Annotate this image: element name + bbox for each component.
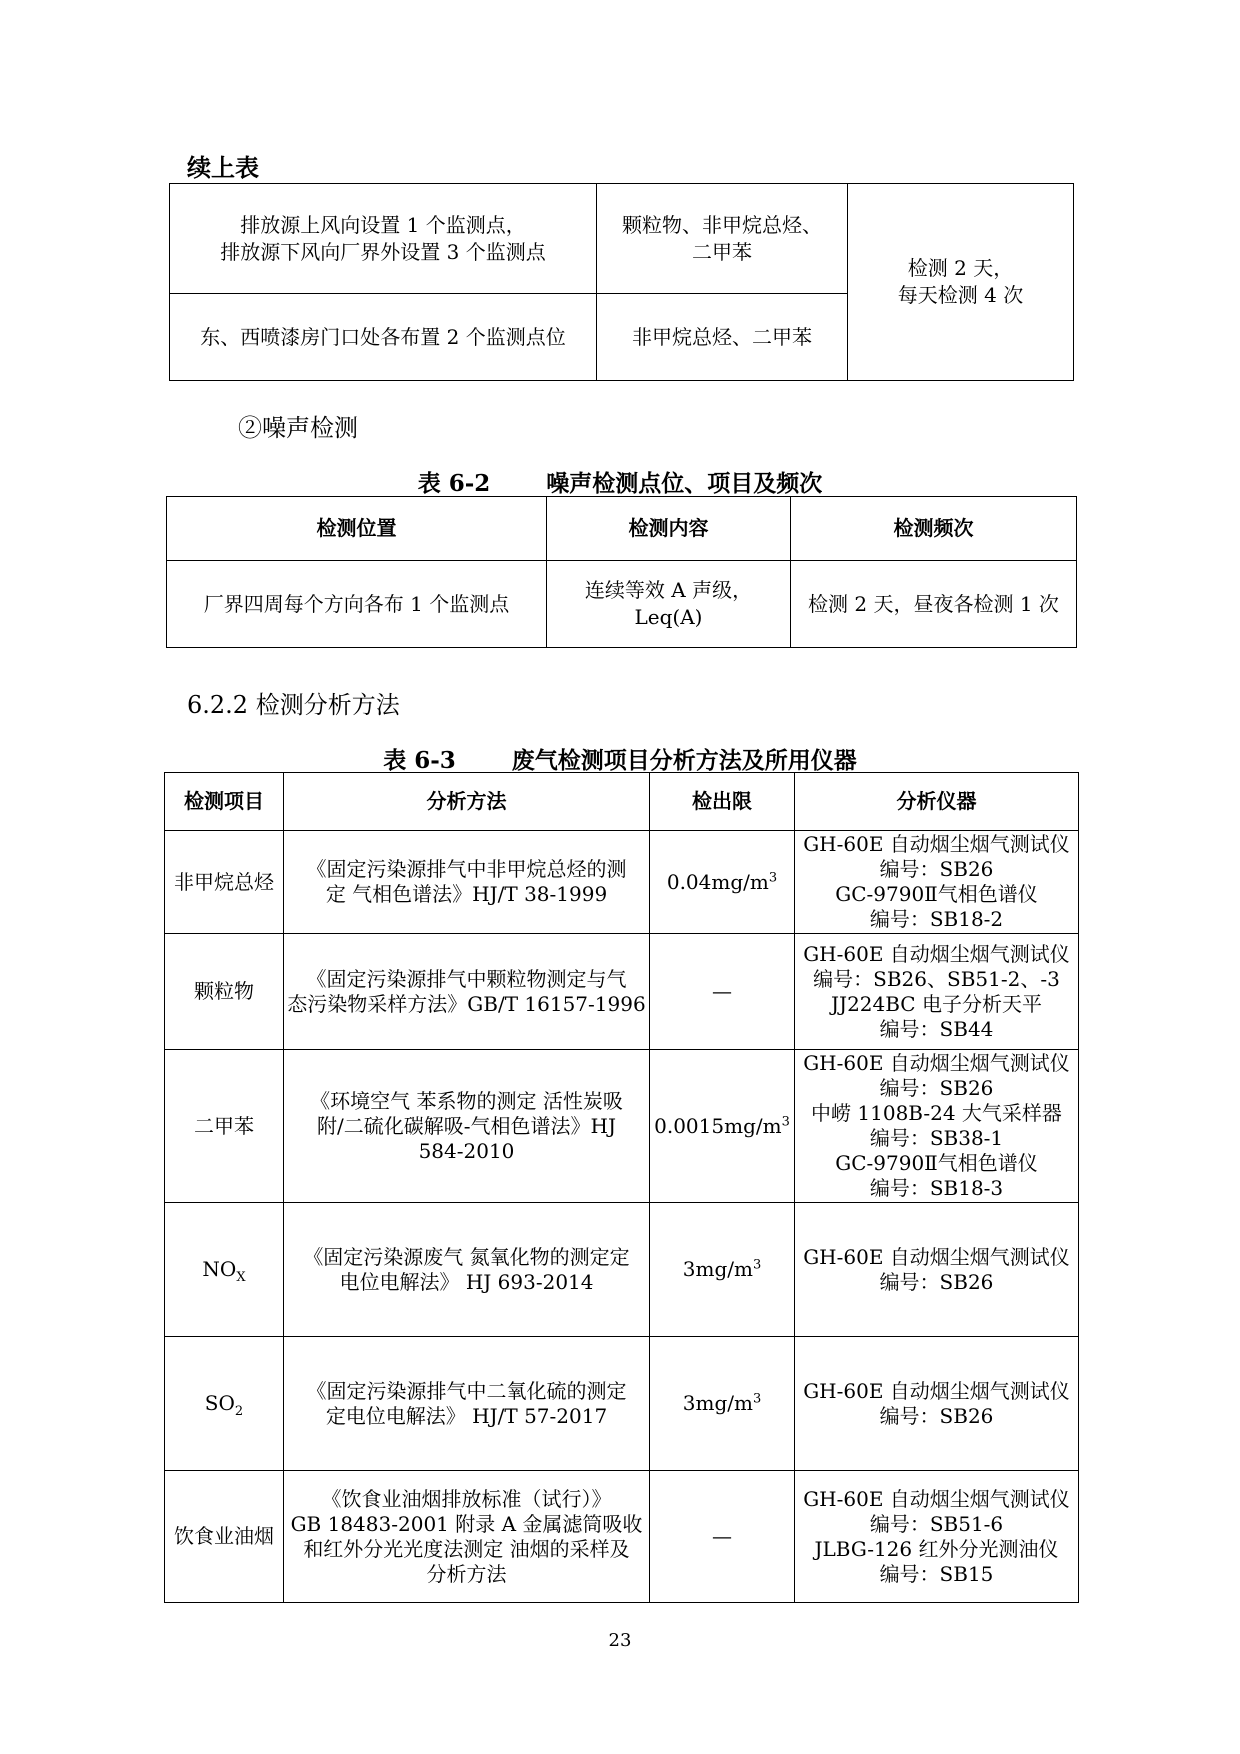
- limit-cell: $3mg/m^3$: [650, 1203, 795, 1337]
- instrument-cell: GH-60E 自动烟尘烟气测试仪 编号：SB51-6 JLBG-126 红外分光测油仪 编号：SB15: [795, 1471, 1079, 1603]
- column-header: 分析仪器: [795, 773, 1079, 831]
- limit-cell: $0.04mg/m^3$: [650, 831, 795, 934]
- method-cell: 《固定污染源排气中颗粒物测定与气 态污染物采样方法》GB/T 16157-1996: [284, 934, 650, 1050]
- instrument-cell: GH-60E 自动烟尘烟气测试仪 编号：SB26: [795, 1337, 1079, 1471]
- item-cell: $SO_2$: [165, 1337, 284, 1471]
- column-header: 检测位置: [167, 497, 547, 561]
- noise-section-heading: ②噪声检测: [238, 414, 358, 442]
- instrument-cell: GH-60E 自动烟尘烟气测试仪 编号：SB26: [795, 1203, 1079, 1337]
- table-row: [165, 934, 1079, 1050]
- location-cell: 厂界四周每个方向各布 1 个监测点: [167, 561, 547, 648]
- column-header: 检测内容: [547, 497, 791, 561]
- continued-heading: 续上表: [187, 153, 259, 182]
- instrument-cell: GH-60E 自动烟尘烟气测试仪 编号：SB26、SB51-2、-3 JJ224BC 电子分析天平 编号：SB44: [795, 934, 1079, 1050]
- instrument-cell: GH-60E 自动烟尘烟气测试仪 编号：SB26 中崂 1108B-24 大气采样器 编号：SB38-1 GC-9790Ⅱ气相色谱仪 编号：SB18-3: [795, 1050, 1079, 1203]
- table-6-3: [164, 772, 1079, 1603]
- table-6-3-caption: 表 6-3 废气检测项目分析方法及所用仪器: [383, 747, 857, 774]
- table-row: [170, 184, 1074, 294]
- page-number: 23: [608, 1630, 632, 1651]
- monitoring-points-cell: 排放源上风向设置 1 个监测点， 排放源下风向厂界外设置 3 个监测点: [170, 184, 597, 294]
- column-header: 检测频次: [791, 497, 1077, 561]
- table-6-2: [166, 496, 1077, 648]
- table-row: [165, 831, 1079, 934]
- limit-cell: $0.0015mg/m^3$: [650, 1050, 795, 1203]
- item-cell: 二甲苯: [165, 1050, 284, 1203]
- table-6-2-caption: 表 6-2 噪声检测点位、项目及频次: [417, 470, 823, 497]
- table-row: [165, 1471, 1079, 1603]
- item-cell: 饮食业油烟: [165, 1471, 284, 1603]
- monitoring-items-cell: 颗粒物、非甲烷总烃、 二甲苯: [597, 184, 848, 294]
- table-header-row: [165, 773, 1079, 831]
- table-row: [167, 561, 1077, 648]
- table-row: [165, 1203, 1079, 1337]
- item-cell: 非甲烷总烃: [165, 831, 284, 934]
- instrument-cell: GH-60E 自动烟尘烟气测试仪 编号：SB26 GC-9790Ⅱ气相色谱仪 编号：SB18-2: [795, 831, 1079, 934]
- method-section-heading: 6.2.2 检测分析方法: [187, 691, 400, 719]
- method-cell: 《固定污染源废气 氮氧化物的测定定 电位电解法》 HJ 693-2014: [284, 1203, 650, 1337]
- method-cell: 《环境空气 苯系物的测定 活性炭吸 附/二硫化碳解吸-气相色谱法》HJ 584-2010: [284, 1050, 650, 1203]
- frequency-cell: 检测 2 天，昼夜各检测 1 次: [791, 561, 1077, 648]
- method-cell: 《固定污染源排气中二氧化硫的测定 定电位电解法》 HJ/T 57-2017: [284, 1337, 650, 1471]
- method-cell: 《固定污染源排气中非甲烷总烃的测 定 气相色谱法》HJ/T 38-1999: [284, 831, 650, 934]
- table-continued: [169, 183, 1074, 381]
- column-header: 分析方法: [284, 773, 650, 831]
- table-header-row: [167, 497, 1077, 561]
- item-cell: 颗粒物: [165, 934, 284, 1050]
- table-row: [165, 1050, 1079, 1203]
- column-header: 检测项目: [165, 773, 284, 831]
- item-cell: $NO_X$: [165, 1203, 284, 1337]
- content-cell: 连续等效 A 声级， Leq(A): [547, 561, 791, 648]
- column-header: 检出限: [650, 773, 795, 831]
- monitoring-items-cell: 非甲烷总烃、二甲苯: [597, 294, 848, 381]
- limit-cell: —: [650, 1471, 795, 1603]
- monitoring-points-cell: 东、西喷漆房门口处各布置 2 个监测点位: [170, 294, 597, 381]
- limit-cell: —: [650, 934, 795, 1050]
- table-row: [165, 1337, 1079, 1471]
- limit-cell: $3mg/m^3$: [650, 1337, 795, 1471]
- frequency-cell: 检测 2 天， 每天检测 4 次: [848, 184, 1074, 381]
- method-cell: 《饮食业油烟排放标准（试行）》 GB 18483-2001 附录 A 金属滤筒吸收 和红外分光光度法测定 油烟的采样及 分析方法: [284, 1471, 650, 1603]
